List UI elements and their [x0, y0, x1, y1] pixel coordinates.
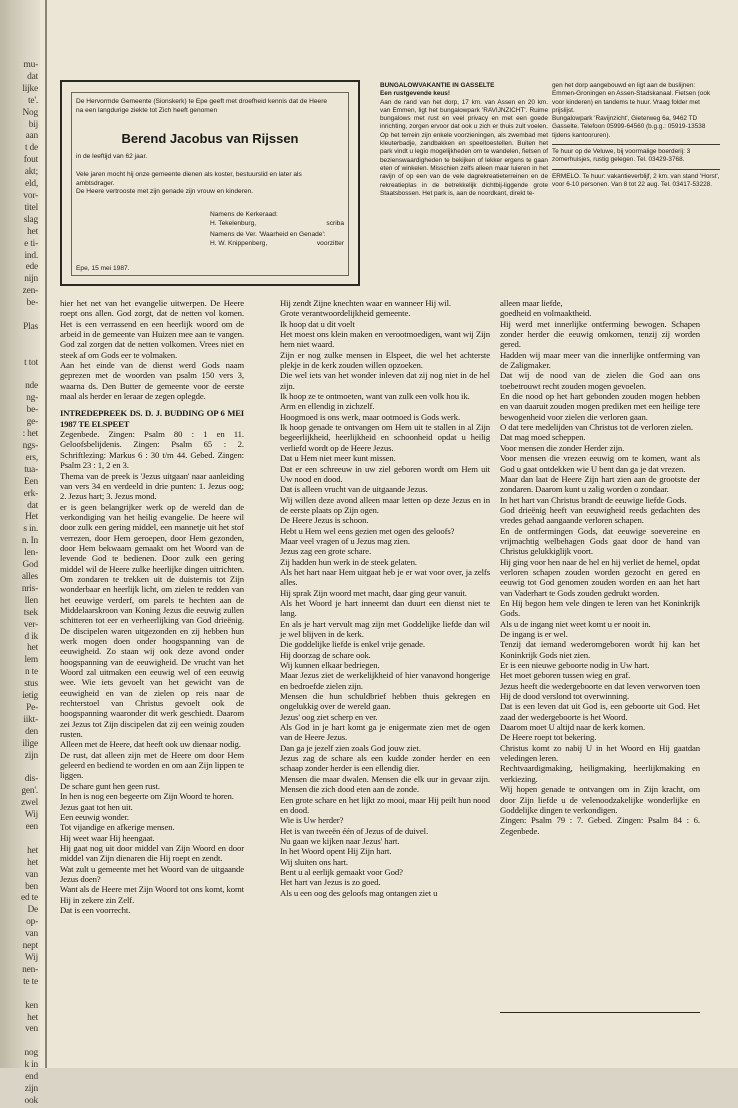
article-column-2 [280, 298, 490, 898]
article-heading: INTREDEPREEK DS. D. J. BUDDING OP 6 MEI 1987 TE ELSPEET [60, 408, 244, 429]
sign-row-scriba [210, 220, 344, 229]
adjacent-page-text: mu- dat lijke te'. Nog bij aan t de fout akt; eld, vor- titel slag het e ti- ind. ede nijn zen- be- Plas t tot nde ng- be- ge- : het ngs- ers, tua- Een erk- dat Het s in. n. In len- God alles nris- llen tsek ver- d ik het lem n te stus ietig Pe- iikt- den ilige zijn dis- gen'. zwel Wij een het het van ben ed te De op- van nept Wij nen- te te ken het ven nog k in end zijn ook [21, 60, 38, 1106]
article-paragraph: Aan het einde van de dienst werd Gods naam geprezen met de woorden van psalm 150 vers 3, waarna ds. Den Butter de gemeente voor de eerste maal als herder en leraar de zegen oplegde. [60, 360, 244, 402]
sign-intro-vereniging: Namens de Ver. 'Waarheid en Genade': [210, 231, 326, 239]
notice-body: Vele jaren mocht hij onze gemeente dienen als koster, bestuurslid en later als ambtsdrager. De Heere vertrooste met zijn genade zijn vrouw en kinderen. [76, 171, 302, 196]
article-paragraph: hier het net van het evangelie uitwerpen. De Heere roept ons allen. God zorgt, dat de netten vol komen. Het is een verrassend en een heerlijk woord om de arbeid in de gemeente van Huizen mee aan te vangen. God zal zorgen dat de netten volkomen. Vrees niet en steek af om Gods eer te volmaken. [60, 298, 244, 360]
sign1-role: scriba [326, 219, 344, 227]
binding-line [45, 0, 47, 1068]
ad1-body: Aan de rand van het dorp, 17 km. van Assen en 20 km. van Emmen, ligt het bungalowpark 'RAVIJNZICHT'. Ruime bungalows met rust en veel privacy en met een goede inrichting, zorgen ervoor dat ook u zich er thuis zult voelen. Op het terrein zijn enkele voorzieningen, als zwembad met kleuterbadje, zandbakken en speeltoestellen. Buiten het park vindt u legio mogelijkheden om te wandelen, fietsen of bezienswaardigheden te bekijken of lekker ergens te gaan eten of winkelen. Misschien zelfs alleen maar luieren in het ravijn of op een van de vele dagrekreatieterreinen en de rekreatieplas in de betrekkelijk dichtbij-liggende grote Staatsbossen. Het park is, aan de noordkant, direkt te- [380, 98, 548, 197]
article-paragraph: De rust, dat alleen zijn met de Heere om door Hem geleerd en bediend te worden en om aan Zijn lippen te liggen. [60, 749, 244, 781]
bungalow-advertisement [380, 82, 548, 198]
article-end-rule [500, 1012, 700, 1013]
article-paragraph: Alleen met de Heere, dat heeft ook uw dienaar nodig. [60, 739, 241, 750]
adjacent-page-edge [0, 0, 40, 1106]
article-lines: De schare gunt hen geen rust. In hen is nog een begeerte om Zijn Woord te horen. Jezus gaat tot hen uit. Een eeuwig wonder. Tot vijandige en afkerige mensen. Hij weet waar Hij heengaat. Hij gaat nog uit door middel van Zijn Woord en door middel van Zijn dienaren die Hij roept en zendt. Wat zult u gemeente met het Woord van de uitgaande Jezus doen? Want als de Heere met Zijn Woord tot ons komt, komt Hij in zekere zin Zelf. Dat is een voorrecht. [60, 780, 244, 915]
death-notice-frame [71, 92, 349, 276]
ad-divider [552, 144, 720, 145]
classified-ads [552, 82, 720, 189]
notice-age: in de leeftijd van 62 jaar. [76, 153, 148, 160]
article-column-3 [500, 298, 700, 836]
sign2-role: voorzitter [316, 239, 344, 247]
ermelo-ad: ERMELO. Te huur: vakantieverblijf, 2 km. van stand 'Horst', voor 6-10 personen. Van 8 tot 22 aug. Tel. 03417-53228. [552, 172, 720, 188]
ad-divider [552, 169, 720, 170]
notice-signatures [210, 211, 344, 248]
sign2-name: H. W. Knippenberg, [210, 239, 268, 247]
article-column-1 [60, 298, 244, 915]
notice-name: Berend Jacobus van Rijssen [121, 131, 299, 146]
ad1-subtitle: Een rustgevende keus! [380, 90, 450, 98]
ad1-title: BUNGALOWVAKANTIE IN GASSELTE [380, 82, 495, 89]
death-notice [60, 80, 360, 286]
article-paragraph: Zegenbede. Zingen: Psalm 80 : 1 en 11. Geloofsbelijdenis. Zingen: Psalm 65 : 2. Schriftlezing: Markus 6 : 30 t/m 44. Gebed. Zingen: Psalm 23 : 1, 2 en 3. [60, 429, 244, 471]
sign-intro-kerkeraad: Namens de Kerkeraad: [210, 211, 278, 218]
veluwe-ad: Te huur op de Veluwe, bij voormalige boerderij: 3 zomerhuisjes, rustig gelegen. Tel. 03429-3768. [552, 148, 691, 164]
article-lines: Hij zendt Zijne knechten waar en wanneer Hij wil. Grote verantwoordelijkheid gemeente. Ik hoop dat u dit voelt Het moest ons klein maken en verootmoedigen, want wij Zijn hem niet waard. Zijn er nog zulke mensen in Elspeet, die wel het achterste plekje in de kerk zouden willen opzoeken. Die wel iets van het wonder inleven dat zij nog niet in de hel zijn. Ik hoop ze te ontmoeten, want van zulk een volk hou ik. Arm en ellendig in zichzelf. Hoogmoed is ons werk, maar ootmoed is Gods werk. Ik hoop genade te ontvangen om Hem uit te stallen in al Zijn begeerlijkheid, heerlijkheid en schoonheid opdat u heilig verliefd wordt op de Heere Jezus. Dat u Hem niet meer kunt missen. Dat er een schreeuw in uw ziel geboren wordt om Hem uit Uw nood en dood. Dat is alleen vrucht van de uitgaande Jezus. Wij willen deze avond alleen maar letten op deze Jezus en in de eerste plaats op Zijn ogen. De Heere Jezus is schoon. Hebt u Hem wel eens gezien met ogen des geloofs? Maar veel vragen of u Jezus mag zien. Jezus zag een grote schare. Zij hadden hun werk in de steek gelaten. Als het hart naar Hem uitgaat heb je er wat voor over, ja zelfs alles. Hij sprak Zijn woord met macht, daar ging geur vanuit. Als het Woord je hart inneemt dan duurt een dienst niet te lang. En als je hart vervult mag zijn met Goddelijke liefde dan wil je wel blijven in de kerk. Die goddelijke liefde is enkel vrije genade. Hij doorzag de schare ook. Wij kunnen elkaar bedriegen. Maar Jezus ziet de werkelijkheid of hier vanavond hongerige en bedroefde zielen zijn. Mensen die hun schuldbrief hebben thuis gekregen en ongelukkig over de wereld gaan. Jezus' oog ziet scherp en ver. Als God in je hart komt ga je enigermate zien met de ogen van de Heere Jezus. Dan ga je jezelf zien zoals God jouw ziet. Jezus zag de schare als een kudde zonder herder en een schaap zonder herder is een ellendig dier. Mensen die maar dwalen. Mensen die elk uur in gevaar zijn. Mensen die zich dood eten aan de zonde. Een grote schare en het lijkt zo mooi, maar Hij peilt hun nood en dood. Wie is Uw herder? Het is van tweeën één of Jezus of de duivel. Nu gaan we kijken naar Jezus' hart. In het Woord opent Hij Zijn hart. Wij sluiten ons hart. Bent u al eerlijk gemaakt voor God? Het hart van Jezus is zo goed. Als u een oog des geloofs mag ontangen ziet u [280, 298, 490, 898]
notice-date: Epe, 15 mei 1987. [76, 265, 130, 272]
article-paragraph: er is geen belangrijker werk op de wereld dan de verkondiging van het heilig evangelie. De heere wil door zulk een gering middel, een mannetje uit het stof verrezen, door Hem geroepen, door Hem gezonden, door Hem bekwaam gemaakt om het Woord van de levende God te bedienen. Door zulk een gering middel wil de Heere zulke heerlijke dingen uitrichten. Om zondaren te trekken uit de duisternis tot Zijn wonderbaar en heerlijk licht, om zielen te redden van het eeuwige verderf, om parels te hechten aan de Middelaarskroon van Koning Jezus die eeuwig zullen schitteren tot eer en verheerlijking van God drieënig. De discipelen waren uitgezonden en zij hebben hun werk mogen doen onder hoogspanning van de eeuwigheid. Zo staan wij ook deze avond onder hoogspanning van de eeuwigheid. De vrucht van het Woord zal uitmaken een eeuwig wel of een eeuwig wee. Wie iets gevoelt van het gewicht van de eeuwigheid en van de zielen op reis naar de rechterstoel van Christus gevoelt ook de hoogspanning waaronder dit werk geschiedt. Daarom zei Jezus tot Zijn discipelen dat zij een weinig zouden rusten. [60, 501, 244, 740]
sign1-name: H. Tekelenburg, [210, 219, 257, 227]
ad1-continuation: gen het dorp aangebouwd en ligt aan de buslijnen: Emmen-Groningen en Assen-Stadskanaal. Fietsen (ook voor kinderen) en tandems te huur. Vraag folder met prijslijst. [552, 82, 711, 114]
page-content [52, 0, 732, 1068]
article-lines: alleen maar liefde, goedheid en volmaaktheid. Hij werd met innerlijke ontferming bewogen. Schapen zonder herder die eeuwig omkomen, tenzij zij worden gered. Hadden wij maar meer van die innerlijke ontferming van de Zaligmaker. Dat wij de nood van de zielen die God aan ons toebetrouwt recht zouden mogen gevoelen. En die nood op het hart gebonden zouden mogen hebben en van daaruit zouden mogen prediken met een heilige tere bewogenheid voor zielen die verloren gaan. O dat tere medelijden van Christus tot de verloren zielen. Dat mag moed scheppen. Voor mensen die zonder Herder zijn. Voor mensen die vrezen eeuwig om te komen, want als God u gaat ontdekken wie U bent dan ga je dat vrezen. Maar dan laat de Heere Zijn hart zien aan de grootste der zondaren. Daarom kunt u zalig worden o zondaar. In het hart van Christus brandt de eeuwige liefde Gods. God drieënig heeft van eeuwigheid reeds gedachten des vredes gehad aangaande verloren schapen. En de ontfermingen Gods, dat eeuwige soevereine en vrijmachtig welbehagen Gods gaat door de hand van Christus gelukkiglijk voort. Hij ging voor hen naar de hel en hij verliet de hemel, opdat verloren schapen zouden worden gezocht en gered en eeuwig tot God genomen zouden worden en aan het hart van Vaderhart te Gods zouden gedrukt worden. En Hij begon hem vele dingen te leren van het Koninkrijk Gods. Als u de ingang niet weet komt u er nooit in. De ingang is er wel. Tenzij dat iemand wederomgeboren wordt hij kan het Koninkrijk Gods niet zien. Er is een nieuwe geboorte nodig in Uw hart. Het moet geboren tussen wieg en graf. Jezus heeft die wedergeboorte en dat leven verworven toen Hij de dood verslond tot overwinning. Dat is een leven dat uit God is, een geboorte uit God. Het zaad der wedergeboorte is het Woord. Daarom moet U altijd naar de kerk komen. De Heere roept tot bekering. Christus komt zo nabij U in het Woord en Hij gaatdan veledingen leren. Rechtvaardigmaking, heiligmaking, heerlijkmaking en verkiezing. Wij hopen genade te ontvangen om in Zijn kracht, om door Zijn liefde u de velenoodzakelijke wonderlijke en Goddelijke dingen te verkondigen. Zingen: Psalm 79 : 7. Gebed. Zingen: Psalm 84 : 6. Zegenbede. [500, 298, 700, 836]
article-paragraph: Thema van de preek is 'Jezus uitgaan' naar aanleiding van vers 34 en verdeeld in drie punten: 1. Jezus oog; 2. Jezus hart; 3. Jezus mond. [60, 470, 244, 502]
ad1-address: Bungalowpark 'Ravijnzicht', Gieterweg 6a, 9462 TD Gasselte. Telefoon 05999-64560 (b.g.g.: 05919-13538 tijdens kantooruren). [552, 115, 706, 139]
notice-intro: De Hervormde Gemeente (Sionskerk) te Epe geeft met droefheid kennis dat de Heere na een langdurige ziekte tot Zich heeft genomen [76, 98, 328, 114]
sign-row-voorzitter [210, 240, 344, 249]
